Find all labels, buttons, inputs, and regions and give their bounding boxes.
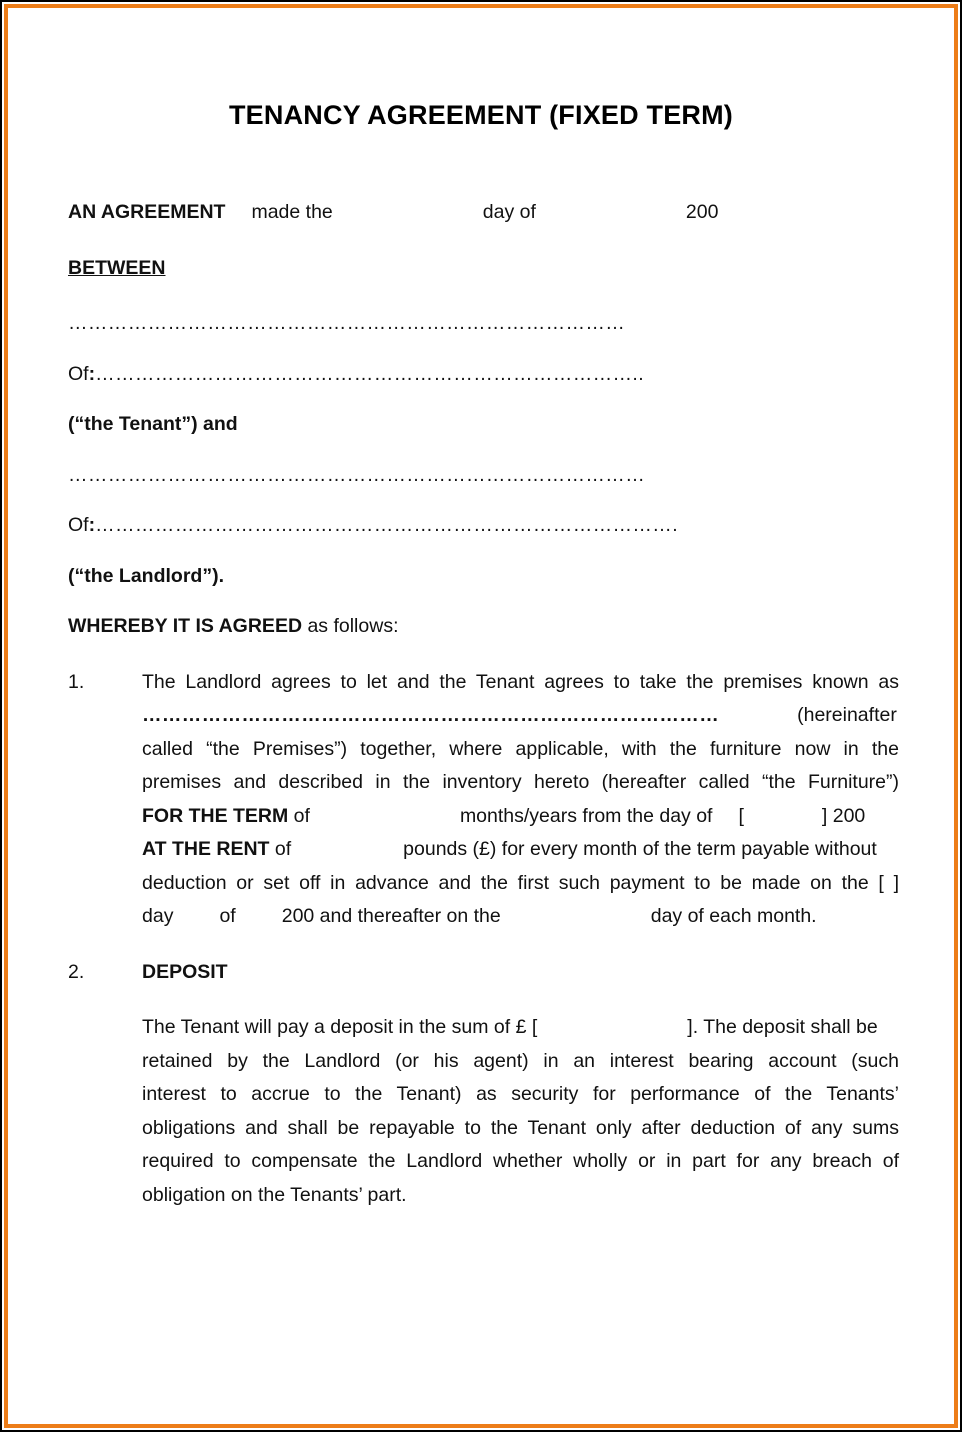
deposit-heading: DEPOSIT [142,960,228,983]
clause-1-body [142,670,899,927]
deposit-sum-row [142,1018,899,1038]
between-heading [68,256,899,279]
made-the-text: made the [251,201,333,223]
whereby-agreed-line [68,617,899,637]
page-decorative-frame [4,4,958,1428]
agreement-date-line [68,203,899,223]
landlord-address-fill-row [68,516,899,536]
tenant-caption: (“the Tenant”) and [68,413,238,435]
tenant-name-fill-line: ………………………………………………………………………… [68,312,626,334]
final-tail-text: day of each month. [650,905,817,927]
clause-1-line-3: premises and described in the inventory hereto (hereafter called “the Furniture”) [142,771,899,793]
clause-2-heading-body [142,960,899,983]
of-label-tenant: Of [68,362,89,385]
term-bracket-close: ] [821,804,828,827]
clause-1-line-2: called “the Premises”) together, where applicable, with the furniture now in the [142,737,899,760]
of-colon-landlord: : [88,514,96,536]
whereby-rest: as follows: [307,615,399,637]
tenant-address-fill-row [68,362,899,385]
rent-units-text: pounds (£) for every month of the term payable without [403,838,877,860]
day-of-text: day of [482,201,536,223]
an-agreement-label: AN AGREEMENT [68,201,226,223]
final-of-text: of [219,905,236,927]
clause-1-premises-fill-row [142,706,899,726]
whereby-label: WHEREBY IT IS AGREED [68,615,303,637]
premises-fill-line: …………………………………………………………………………… [142,704,720,726]
landlord-address-fill-line: ……………………………………………………………………………. [95,514,679,536]
term-units-text: months/years from the day of [459,804,713,827]
deposit-line-2: retained by the Landlord (or his agent) in an interest bearing account (such [142,1049,899,1072]
year-prefix-text: 200 [685,201,719,223]
clause-1-rent-row [142,840,899,860]
at-the-rent-label: AT THE RENT [142,838,270,860]
deposit-line-6: obligation on the Tenants’ part. [142,1183,407,1206]
hereinafter-text: (hereinafter [797,704,897,726]
landlord-name-fill-line: …………………………………………………………………………… [68,463,646,486]
final-year-text: 200 and thereafter on the [281,905,501,927]
of-colon-tenant: : [88,362,96,385]
deposit-sum-prefix: The Tenant will pay a deposit in the sum of £ [ [142,1016,538,1038]
clause-1-term-row [142,804,899,827]
landlord-caption: (“the Landlord”). [68,564,224,587]
deposit-line-3: interest to accrue to the Tenant) as security for performance of the Tenants’ [142,1083,899,1105]
term-bracket-open: [ [738,804,744,827]
clause-1-final-row [142,907,899,927]
page-title: TENANCY AGREEMENT (FIXED TERM) [228,100,733,130]
term-year-text: 200 [832,804,866,827]
tenant-address-fill-line: ……………………………………………………………………….. [95,362,645,385]
final-day-text: day [142,905,174,927]
document-body [8,203,954,1205]
clause-2-number: 2. [68,960,85,983]
between-label: BETWEEN [68,256,166,279]
for-the-term-label: FOR THE TERM [142,804,289,827]
term-of-text: of [293,804,310,827]
of-label-landlord: Of [68,514,89,536]
deposit-line-5: required to compensate the Landlord whether wholly or in part for any breach of [142,1150,899,1172]
document-sheet [8,8,954,1424]
clause-1-number: 1. [68,670,85,693]
clause-1-line-1: The Landlord agrees to let and the Tenant agrees to take the premises known as [142,670,899,693]
clause-1-line-4: deduction or set off in advance and the first such payment to be made on the [ ] [142,871,899,894]
clause-1 [68,670,899,927]
deposit-line-4: obligations and shall be repayable to the Tenant only after deduction of any sums [142,1116,899,1139]
clause-2-body [142,1018,899,1205]
deposit-sum-suffix: ]. The deposit shall be [687,1016,878,1038]
rent-of-text: of [274,838,292,860]
clause-2 [68,960,899,983]
